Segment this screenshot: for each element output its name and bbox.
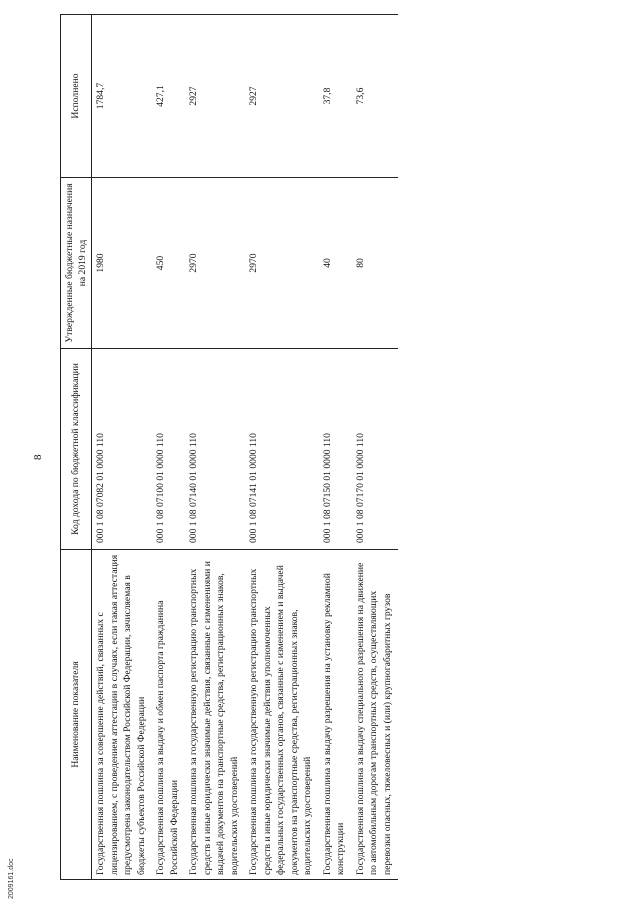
cell-approved: 2970 xyxy=(245,178,319,349)
cell-approved: 450 xyxy=(152,178,185,349)
cell-executed: 2927 xyxy=(185,15,245,178)
cell-indicator-name: Государственная пошлина за государственную регистрацию транспортных средств и иные юридически значимые действия уполномоченных федеральных государственных органов, связанные с изменением и выдачей документов на транспортные средства, регистрационных знаков, водительских удостоверений xyxy=(245,550,319,880)
cell-executed: 37,8 xyxy=(319,15,352,178)
cell-executed: 1784,7 xyxy=(92,15,153,178)
cell-approved: 2970 xyxy=(185,178,245,349)
budget-table xyxy=(60,14,398,880)
cell-income-code: 000 1 08 07082 01 0000 110 xyxy=(92,349,153,550)
table-row xyxy=(185,15,245,880)
cell-indicator-name: Государственная пошлина за выдачу разрешения на установку рекламной конструкции xyxy=(319,550,352,880)
cell-income-code: 000 1 08 07170 01 0000 110 xyxy=(352,349,399,550)
header-executed: Исполнено xyxy=(61,15,92,178)
header-approved-2019: Утвержденные бюджетные назначения на 2019 год xyxy=(61,178,92,349)
table-row xyxy=(92,15,153,880)
cell-approved: 40 xyxy=(319,178,352,349)
cell-indicator-name: Государственная пошлина за государственную регистрацию транспортных средств и иные юридически значимые действия, связанные с изменениями и выдачей документов на транспортные средства, регистрационных знаков, водительских удостоверений xyxy=(185,550,245,880)
cell-income-code: 000 1 08 07140 01 0000 110 xyxy=(185,349,245,550)
cell-income-code: 000 1 08 07150 01 0000 110 xyxy=(319,349,352,550)
cell-indicator-name: Государственная пошлина за совершение действий, связанных с лицензированием, с проведением аттестации в случаях, если такая аттестация предусмотрена законодательством Российской Федерации, зачисляемая в бюджеты субъектов Российской Федерации xyxy=(92,550,153,880)
cell-indicator-name: Государственная пошлина за выдачу специального разрешения на движение по автомобильным дорогам транспортных средств, осуществляющих перевозки опасных, тяжеловесных и (или) крупногабаритных грузов xyxy=(352,550,399,880)
cell-income-code: 000 1 08 07141 01 0000 110 xyxy=(245,349,319,550)
table-row xyxy=(152,15,185,880)
header-income-code: Код дохода по бюджетной классификации xyxy=(61,349,92,550)
table-header-row xyxy=(61,15,92,880)
table-row xyxy=(319,15,352,880)
cell-approved: 1980 xyxy=(92,178,153,349)
footer-filename: 2009161.doc xyxy=(8,858,15,899)
cell-approved: 80 xyxy=(352,178,399,349)
cell-income-code: 000 1 08 07100 01 0000 110 xyxy=(152,349,185,550)
table-row xyxy=(352,15,399,880)
cell-executed: 2927 xyxy=(245,15,319,178)
cell-indicator-name: Государственная пошлина за выдачу и обмен паспорта гражданина Российской Федерации xyxy=(152,550,185,880)
cell-executed: 73,6 xyxy=(352,15,399,178)
cell-executed: 427,1 xyxy=(152,15,185,178)
header-indicator-name: Наименование показателя xyxy=(61,550,92,880)
table-row xyxy=(245,15,319,880)
page-number: 8 xyxy=(32,454,44,460)
